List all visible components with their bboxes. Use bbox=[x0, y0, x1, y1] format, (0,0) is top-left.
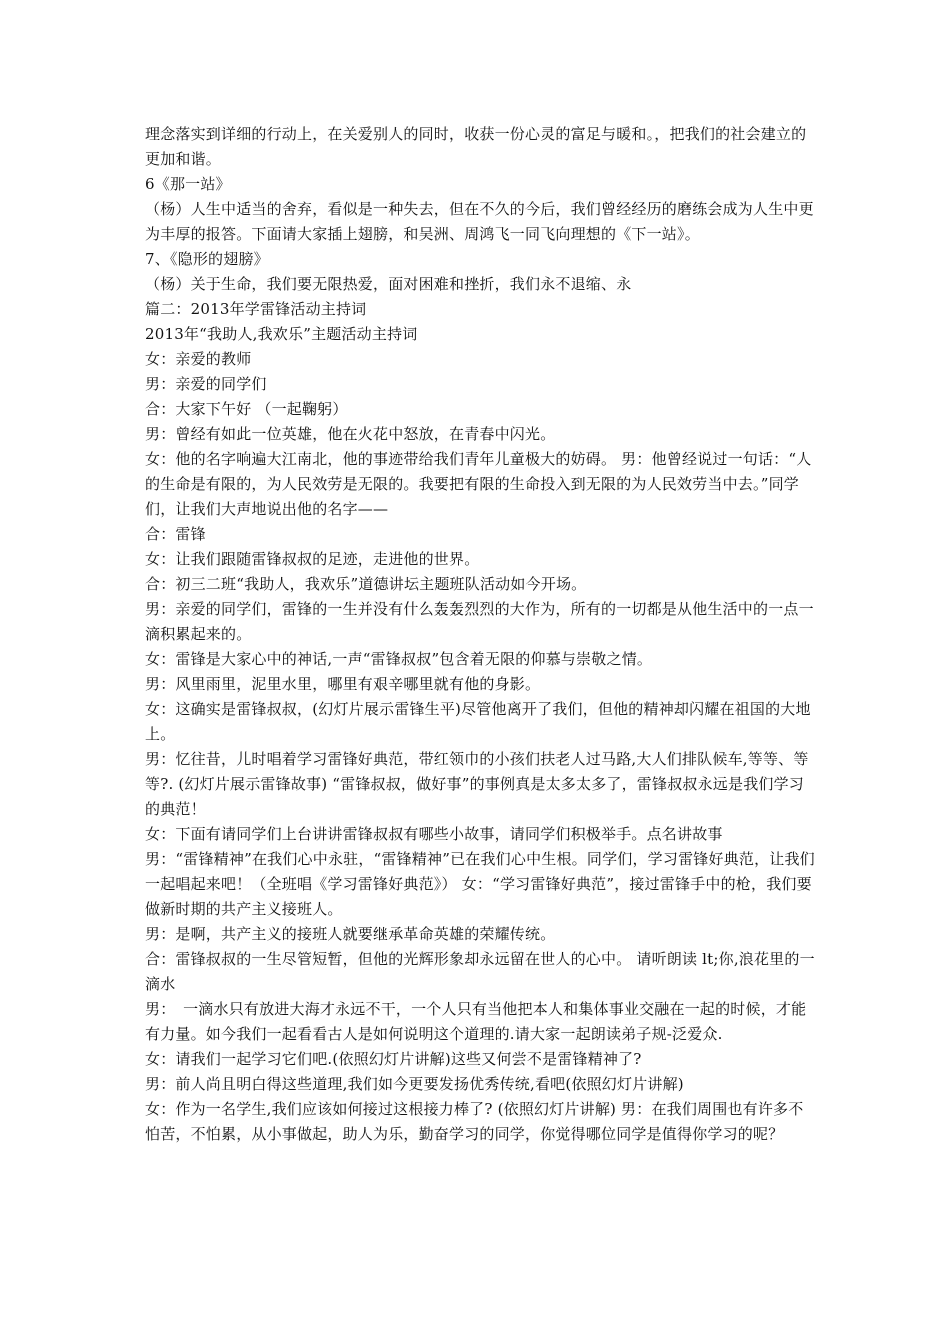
dialogue-line: 男：风里雨里，泥里水里，哪里有艰辛哪里就有他的身影。 bbox=[145, 675, 541, 693]
document-body bbox=[145, 122, 815, 1147]
dialogue-line: 男：忆往昔，儿时唱着学习雷锋好典范，带红领巾的小孩们扶老人过马路,大人们排队候车,等等、等等?. (幻灯片展示雷锋故事) “雷锋叔叔，做好事”的事例真是太多太多了，雷锋叔叔永远是我们学习的典范！ bbox=[145, 750, 809, 818]
dialogue-line: 女：下面有请同学们上台讲讲雷锋叔叔有哪些小故事，请同学们积极举手。点名讲故事 bbox=[145, 825, 723, 843]
dialogue-line: 合：雷锋 bbox=[145, 525, 206, 543]
dialogue-line: 男：亲爱的同学们，雷锋的一生并没有什么轰轰烈烈的大作为，所有的一切都是从他生活中的一点一滴积累起来的。 bbox=[145, 600, 814, 643]
dialogue-line: 男： 一滴水只有放进大海才永远不干，一个人只有当他把本人和集体事业交融在一起的时候，才能有力量。如今我们一起看看古人是如何说明这个道理的.请大家一起朗读弟子规-泛爱众. bbox=[145, 1000, 807, 1043]
dialogue-line: 合：初三二班“我助人，我欢乐”道德讲坛主题班队活动如今开场。 bbox=[145, 575, 587, 593]
chapter-heading: 篇二：2013年学雷锋活动主持词 bbox=[145, 300, 367, 318]
section-title: 6《那一站》 bbox=[145, 175, 231, 193]
dialogue-line: 男：曾经有如此一位英雄，他在火花中怒放，在青春中闪光。 bbox=[145, 425, 556, 443]
paragraph: 理念落实到详细的行动上，在关爱别人的同时，收获一份心灵的富足与暖和。，把我们的社会建立的更加和谐。 bbox=[145, 125, 807, 168]
dialogue-line: 女：他的名字响遍大江南北，他的事迹带给我们青年儿童极大的妨碍。 男：他曾经说过一句话：“人的生命是有限的，为人民效劳是无限的。我要把有限的生命投入到无限的为人民效劳当中去。”同学们，让我们大声地说出他的名字—— bbox=[145, 450, 812, 518]
dialogue-line: 女：这确实是雷锋叔叔，(幻灯片展示雷锋生平)尽管他离开了我们，但他的精神却闪耀在祖国的大地上。 bbox=[145, 700, 811, 743]
paragraph: （杨）关于生命，我们要无限热爱，面对困难和挫折，我们永不退缩、永 bbox=[145, 275, 632, 293]
dialogue-line: 女：雷锋是大家心中的神话,一声“雷锋叔叔”包含着无限的仰慕与崇敬之情。 bbox=[145, 650, 653, 668]
dialogue-line: 男：前人尚且明白得这些道理,我们如今更要发扬优秀传统,看吧(依照幻灯片讲解) bbox=[145, 1075, 684, 1093]
dialogue-line: 女：亲爱的教师 bbox=[145, 350, 252, 368]
paragraph: （杨）人生中适当的舍弃，看似是一种失去，但在不久的今后，我们曾经经历的磨练会成为人生中更为丰厚的报答。下面请大家插上翅膀，和吴洲、周鸿飞一同飞向理想的《下一站》。 bbox=[145, 200, 814, 243]
dialogue-line: 男：亲爱的同学们 bbox=[145, 375, 267, 393]
dialogue-line: 合：雷锋叔叔的一生尽管短暂，但他的光辉形象却永远留在世人的心中。 请听朗读 lt;你,浪花里的一滴水 bbox=[145, 950, 815, 993]
dialogue-line: 女：请我们一起学习它们吧.(依照幻灯片讲解)这些又何尝不是雷锋精神了? bbox=[145, 1050, 642, 1068]
dialogue-line: 男：“雷锋精神”在我们心中永驻，“雷锋精神”已在我们心中生根。同学们，学习雷锋好典范，让我们一起唱起来吧！（全班唱《学习雷锋好典范》） 女：“学习雷锋好典范”，接过雷锋手中的枪，我们要做新时期的共产主义接班人。 bbox=[145, 850, 815, 918]
dialogue-line: 女：让我们跟随雷锋叔叔的足迹，走进他的世界。 bbox=[145, 550, 480, 568]
dialogue-line: 男：是啊，共产主义的接班人就要继承革命英雄的荣耀传统。 bbox=[145, 925, 556, 943]
document-title: 2013年“我助人,我欢乐”主题活动主持词 bbox=[145, 325, 418, 343]
dialogue-line: 合：大家下午好 （一起鞠躬） bbox=[145, 400, 348, 418]
dialogue-line: 女：作为一名学生,我们应该如何接过这根接力棒了? (依照幻灯片讲解) 男：在我们周围也有许多不怕苦，不怕累，从小事做起，助人为乐，勤奋学习的同学，你觉得哪位同学是值得你学习的呢？ bbox=[145, 1100, 804, 1143]
section-title: 7、《隐形的翅膀》 bbox=[145, 250, 269, 268]
